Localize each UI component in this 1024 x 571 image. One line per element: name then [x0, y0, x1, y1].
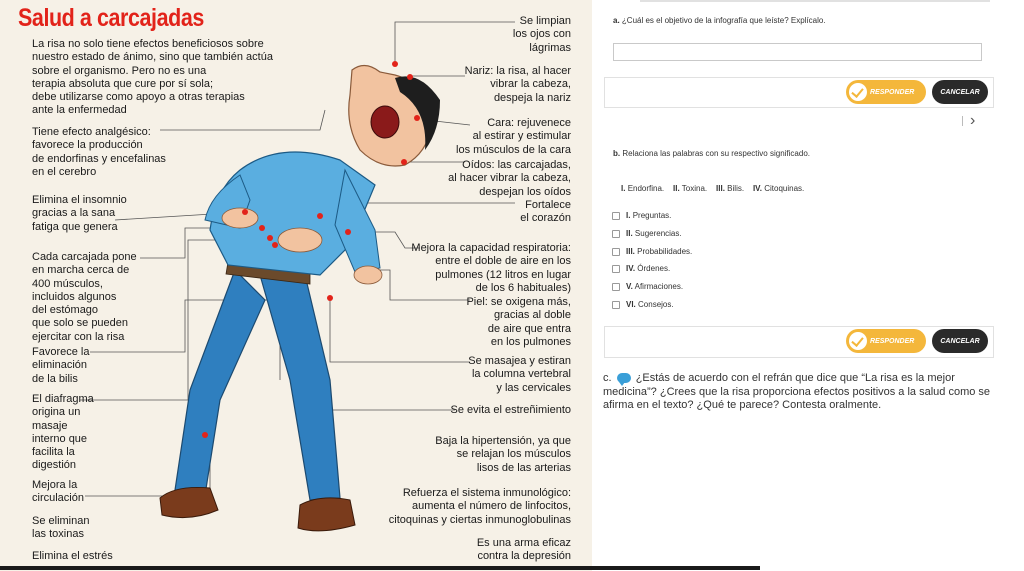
respond-button-label: RESPONDER	[870, 337, 915, 345]
label-circulation: Mejora la circulación	[32, 479, 84, 505]
label-depression: Es una arma eficaz contra la depresión	[476, 537, 571, 563]
option-num: I.	[626, 211, 631, 220]
option-preguntas[interactable]	[612, 211, 671, 220]
left-shoe	[160, 487, 218, 517]
option-label: Probabilidades.	[637, 247, 693, 256]
checkbox[interactable]	[612, 283, 620, 291]
question-c-text: ¿Estás de acuerdo con el refrán que dice que “La risa es la mejor medicina”? ¿Crees que la risa proporciona efectos positivos a la salud como se afirma en el texto? ¿Qué te parece? Contesta oralmente.	[603, 372, 991, 411]
option-ordenes[interactable]	[612, 264, 670, 273]
respond-button-b[interactable]	[846, 329, 926, 353]
question-b	[613, 149, 810, 158]
question-b-text: Relaciona las palabras con su respectivo significado.	[622, 149, 811, 158]
option-label: Preguntas.	[632, 211, 672, 220]
intro-text: La risa no solo tiene efectos beneficiosos sobre nuestro estado de ánimo, sino que también actúa sobre el organismo. Pero no es una terapia absoluta que cure por sí sola; debe utilizarse como apoyo a otras terapias ante la enfermedad	[32, 38, 273, 117]
option-label: Consejos.	[638, 300, 674, 309]
divider	[604, 326, 994, 327]
exercise-panel	[592, 0, 1024, 571]
check-circle-icon	[849, 83, 867, 101]
open-mouth	[371, 106, 399, 138]
label-face: Cara: rejuvenece al estirar y estimular los músculos de la cara	[456, 117, 571, 156]
chevron-right-icon[interactable]: ›	[970, 112, 976, 129]
label-bile: Favorece la eliminación de la bilis	[32, 346, 90, 385]
label-stress: Elimina el estrés	[32, 550, 113, 562]
answer-a-input[interactable]	[613, 43, 982, 61]
divider	[604, 77, 605, 108]
divider	[604, 326, 605, 358]
checkbox[interactable]	[612, 301, 620, 309]
right-shoe	[298, 498, 355, 531]
forearm-hand	[354, 266, 382, 284]
left-hand	[222, 208, 258, 228]
checkbox[interactable]	[612, 265, 620, 273]
label-eyes: Se limpian los ojos con lágrimas	[512, 15, 571, 54]
word-bilis: Bilis.	[727, 184, 745, 193]
respond-button-label: RESPONDER	[870, 88, 915, 96]
divider	[604, 357, 994, 358]
word-citoquinas: Citoquinas.	[764, 184, 805, 193]
question-b-letter: b.	[613, 149, 621, 158]
top-rule	[640, 0, 990, 2]
checkbox[interactable]	[612, 230, 620, 238]
word-num: III.	[716, 184, 725, 193]
divider	[604, 107, 994, 108]
option-sugerencias[interactable]	[612, 229, 682, 238]
word-list	[621, 184, 804, 193]
label-toxins: Se eliminan las toxinas	[32, 515, 90, 541]
label-heart: Fortalece el corazón	[520, 199, 571, 225]
option-consejos[interactable]	[612, 300, 674, 309]
speech-bubble-icon	[617, 373, 631, 383]
infographic-title: Salud a carcajadas	[18, 4, 204, 32]
label-analgesic: Tiene efecto analgésico: favorece la producción de endorfinas y encefalinas en el cerebro	[32, 126, 166, 178]
divider	[993, 326, 994, 358]
check-circle-icon	[849, 332, 867, 350]
label-constipation: Se evita el estreñimiento	[450, 404, 571, 416]
option-num: V.	[626, 282, 633, 291]
option-num: IV.	[626, 264, 636, 273]
label-ears: Oídos: las carcajadas, al hacer vibrar la cabeza, despejan los oídos	[448, 159, 571, 198]
right-hand	[278, 228, 322, 252]
bottom-rule	[0, 566, 760, 570]
option-afirmaciones[interactable]	[612, 282, 683, 291]
option-num: VI.	[626, 300, 636, 309]
question-c-letter: c.	[603, 372, 612, 384]
question-a-text: ¿Cuál es el objetivo de la infografía que leíste? Explícalo.	[621, 16, 826, 25]
label-nose: Nariz: la risa, al hacer vibrar la cabeza, despeja la nariz	[464, 65, 571, 104]
option-probabilidades[interactable]	[612, 247, 692, 256]
label-diaphragm: El diafragma origina un masaje interno que facilita la digestión	[32, 393, 94, 472]
label-skin: Piel: se oxigena más, gracias al doble de aire que entra en los pulmones	[466, 296, 571, 348]
option-label: Órdenes.	[637, 264, 671, 273]
divider	[604, 77, 994, 78]
left-leg	[175, 270, 265, 495]
label-hypertension: Baja la hipertensión, ya que se relajan los músculos lisos de las arterias	[435, 435, 571, 474]
question-a	[613, 16, 826, 25]
option-label: Sugerencias.	[634, 229, 682, 238]
option-label: Afirmaciones.	[634, 282, 684, 291]
option-num: III.	[626, 247, 635, 256]
word-num: IV.	[752, 184, 762, 193]
cancel-button-b[interactable]: CANCELAR	[932, 329, 988, 353]
word-num: I.	[621, 184, 626, 193]
cancel-button-a[interactable]: CANCELAR	[932, 80, 988, 104]
word-num: II.	[673, 184, 680, 193]
label-insomnia: Elimina el insomnio gracias a la sana fatiga que genera	[32, 194, 127, 233]
word-endorfina: Endorfina.	[627, 184, 665, 193]
label-respiratory: Mejora la capacidad respiratoria: entre el doble de aire en los pulmones (12 litros en lugar de los 6 habituales)	[411, 242, 571, 294]
question-c	[603, 372, 1003, 413]
checkbox[interactable]	[612, 248, 620, 256]
respond-button-a[interactable]	[846, 80, 926, 104]
option-num: II.	[626, 229, 633, 238]
right-leg	[260, 275, 340, 500]
label-immune: Refuerza el sistema inmunológico: aumenta el número de linfocitos, citoquinas y ciertas inmunoglobulinas	[388, 487, 571, 526]
label-spine: Se masajea y estiran la columna vertebral y las cervicales	[468, 355, 571, 394]
checkbox[interactable]	[612, 212, 620, 220]
label-muscles: Cada carcajada pone en marcha cerca de 400 músculos, incluidos algunos del estómago que solo se pueden ejercitar con la risa	[32, 251, 137, 343]
question-a-letter: a.	[613, 16, 620, 25]
divider	[993, 77, 994, 108]
word-toxina: Toxina.	[681, 184, 708, 193]
divider	[962, 116, 963, 126]
